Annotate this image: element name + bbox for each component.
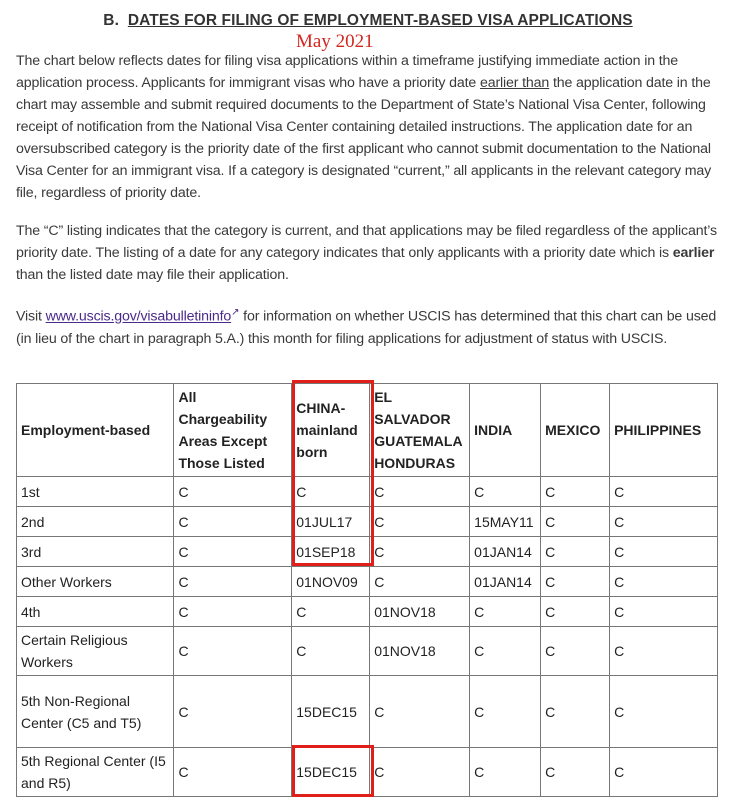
- table-cell: 01SEP18: [292, 537, 370, 567]
- table-cell: C: [370, 676, 470, 748]
- table-cell: Other Workers: [17, 567, 174, 597]
- table-cell: C: [370, 748, 470, 797]
- table-cell: C: [610, 567, 718, 597]
- table-cell: Certain Religious Workers: [17, 627, 174, 676]
- table-cell: C: [541, 477, 610, 507]
- table-cell: C: [541, 567, 610, 597]
- table-cell: C: [541, 537, 610, 567]
- paragraph-uscis: [16, 302, 722, 350]
- header-cell: MEXICO: [541, 384, 610, 477]
- header-cell: Employment-based: [17, 384, 174, 477]
- paragraph-intro-text-a: The chart below reflects dates for filing visa applications within a timeframe justifying immediate action in the application process. Applicants for immigrant visas who have a priority date: [16, 53, 679, 91]
- table-cell: C: [174, 567, 292, 597]
- table-cell: 01JUL17: [292, 507, 370, 537]
- table-row: [17, 507, 718, 537]
- paragraph-intro-text-b: the application date in the chart may assemble and submit required documents to the Department of State’s National Visa Center, following receipt of notification from the National Visa Center containing detailed instructions. The application date for an oversubscribed category is the priority date of the first applicant who cannot submit documentation to the National Visa Center for an immigrant visa. If a category is designated “current,” all applicants in the relevant category may file, regardless of priority date.: [16, 75, 712, 201]
- table-cell: C: [610, 537, 718, 567]
- table-cell: 01JAN14: [470, 567, 541, 597]
- table-cell: 5th Regional Center (I5 and R5): [17, 748, 174, 797]
- table-row: [17, 676, 718, 748]
- table-cell: C: [470, 748, 541, 797]
- table-cell: C: [292, 627, 370, 676]
- header-cell: INDIA: [470, 384, 541, 477]
- header-cell: PHILIPPINES: [610, 384, 718, 477]
- table-cell: C: [370, 477, 470, 507]
- uscis-link[interactable]: www.uscis.gov/visabulletininfo: [45, 308, 232, 325]
- table-cell: C: [174, 676, 292, 748]
- table-cell: C: [470, 676, 541, 748]
- table-cell: C: [610, 748, 718, 797]
- paragraph-uscis-text-b: for information on whether USCIS has determined that this chart can be used (in lieu of the chart in paragraph 5.A.) this month for filing applications for adjustment of status with USCIS.: [16, 308, 717, 347]
- table-cell: 1st: [17, 477, 174, 507]
- table-cell: C: [541, 597, 610, 627]
- paragraph-current-text-b: than the listed date may file their application.: [16, 267, 289, 283]
- table-cell: C: [370, 567, 470, 597]
- table-cell: C: [174, 537, 292, 567]
- table-cell: 01NOV09: [292, 567, 370, 597]
- table-cell: C: [610, 676, 718, 748]
- table-row: [17, 597, 718, 627]
- table-cell: 01JAN14: [470, 537, 541, 567]
- table-cell: 3rd: [17, 537, 174, 567]
- table-cell: 15DEC15: [292, 676, 370, 748]
- section-title: DATES FOR FILING OF EMPLOYMENT-BASED VISA APPLICATIONS: [127, 12, 633, 29]
- table-cell: C: [541, 676, 610, 748]
- paragraph-current-listing: [16, 220, 722, 286]
- table-cell: 01NOV18: [370, 627, 470, 676]
- filing-dates-table: [16, 383, 718, 797]
- table-cell: C: [610, 597, 718, 627]
- table-cell: C: [370, 537, 470, 567]
- paragraph-intro-underlined: earlier than: [479, 75, 550, 91]
- table-cell: C: [610, 507, 718, 537]
- table-cell: C: [174, 748, 292, 797]
- table-row: [17, 477, 718, 507]
- table-cell: C: [470, 597, 541, 627]
- table-cell: C: [370, 507, 470, 537]
- header-cell: EL SALVADOR GUATEMALA HONDURAS: [370, 384, 470, 477]
- table-cell: C: [610, 477, 718, 507]
- section-letter: B.: [103, 12, 119, 29]
- table-cell: C: [541, 748, 610, 797]
- table-cell: 5th Non-Regional Center (C5 and T5): [17, 676, 174, 748]
- paragraph-uscis-text-a: Visit: [16, 308, 46, 325]
- paragraph-current-text-a: The “C” listing indicates that the category is current, and that applications may be filed regardless of the applicant’s priority date. The listing of a date for any category indicates that only applicants with a priority date which is: [16, 223, 717, 261]
- table-row: [17, 748, 718, 797]
- section-heading: [0, 12, 736, 30]
- table-cell: C: [610, 627, 718, 676]
- date-stamp: May 2021: [296, 31, 374, 52]
- table-cell: C: [174, 507, 292, 537]
- table-cell: C: [541, 627, 610, 676]
- paragraph-intro: [16, 50, 722, 204]
- table-cell: C: [174, 477, 292, 507]
- table-cell: 15MAY11: [470, 507, 541, 537]
- table-cell: C: [174, 597, 292, 627]
- table-cell: C: [292, 477, 370, 507]
- table-cell: 2nd: [17, 507, 174, 537]
- table-cell: 15DEC15: [292, 748, 370, 797]
- table-cell: C: [174, 627, 292, 676]
- table-header-row: [17, 384, 718, 477]
- paragraph-current-bold: earlier: [672, 245, 715, 261]
- table-cell: 4th: [17, 597, 174, 627]
- header-cell: CHINA-mainland born: [292, 384, 370, 477]
- table-cell: C: [292, 597, 370, 627]
- table-row: [17, 627, 718, 676]
- table-cell: C: [541, 507, 610, 537]
- table-cell: C: [470, 477, 541, 507]
- table-row: [17, 537, 718, 567]
- table-cell: C: [470, 627, 541, 676]
- table-cell: 01NOV18: [370, 597, 470, 627]
- table-row: [17, 567, 718, 597]
- external-link-icon: ↗: [231, 307, 240, 318]
- header-cell: All Chargeability Areas Except Those Listed: [174, 384, 292, 477]
